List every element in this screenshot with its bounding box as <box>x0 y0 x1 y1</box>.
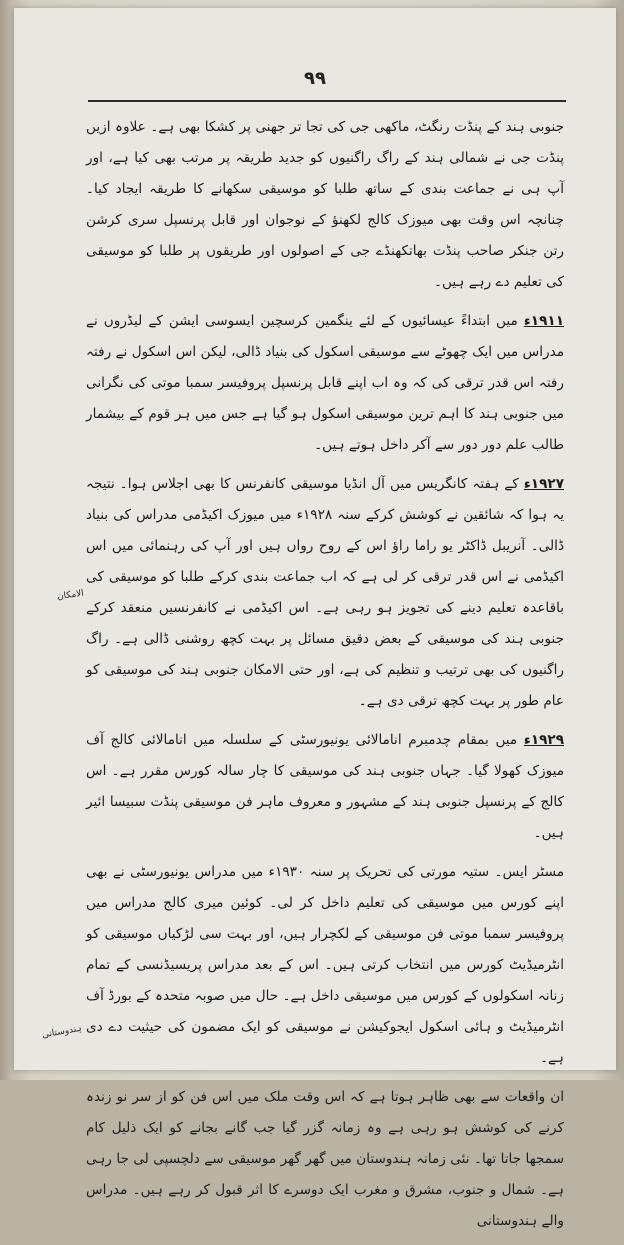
margin-note: ہندوستانی <box>41 1023 83 1041</box>
page-number: ۹۹ <box>304 68 326 89</box>
paragraph-text: ان واقعات سے بھی ظاہر ہوتا ہے کہ اس وقت ملک میں اس فن کو از سر نو زندہ کرنے کی کوشش ہو رہی ہے وہ زمانہ گزر گیا جب گانے بجانے کو ایک ذلیل کام سمجھا جاتا تھا۔ نئی زمانہ ہندوستان میں گھر گھر موسیقی سے دلچسپی لی جا رہی ہے۔ شمال و جنوب، مشرق و مغرب ایک دوسرے کا اثر قبول کر رہے ہیں۔ مدراس والے ہندوستانی <box>86 1089 564 1229</box>
paragraph-text: کے ہفتہ کانگریس میں آل انڈیا موسیقی کانفرنس کا بھی اجلاس ہوا۔ نتیجہ یہ ہوا کہ شائقین نے کوشش کرکے سنہ ۱۹۲۸ء میں میوزک اکیڈمی مدراس کی بنیاد ڈالی۔ آنریبل ڈاکٹر یو راما راؤ اس کے روح رواں ہیں اور آپ کی رہنمائی میں اس اکیڈمی نے اس قدر ترقی کر لی ہے کہ اب جماعت بندی کرکے طلبا کو موسیقی کی باقاعدہ تعلیم دینے کی تجویز ہو رہی ہے۔ اس اکیڈمی نے کانفرنسیں منعقد کرکے جنوبی ہند کی موسیقی کے بعض دقیق مسائل پر بہت کچھ روشنی ڈالی ہے۔ راگ راگنیوں کی بھی ترتیب و تنظیم کی ہے، اور حتی الامکان جنوبی ہند کی موسیقی کو عام طور پر بہت کچھ ترقی دی ہے۔ <box>86 476 564 709</box>
paragraph-4 <box>86 725 564 849</box>
text-body <box>86 112 564 1245</box>
paragraph-2 <box>86 306 564 461</box>
paragraph-text: مسٹر ایس۔ ستیہ مورتی کی تحریک پر سنہ ۱۹۳۰ء میں مدراس یونیورسٹی نے بھی اپنے کورس میں موسیقی کی تعلیم داخل کر لی۔ کوئین میری کالج مدراس میں پروفیسر سمبا موتی فن موسیقی کے لکچرار ہیں، اور بہت سی لڑکیاں موسیقی کو انٹرمیڈیٹ کورس میں انتخاب کرتی ہیں۔ اس کے بعد مدراس پریسیڈنسی کے تمام زنانہ اسکولوں کے کورس میں موسیقی داخل ہے۔ حال میں صوبہ متحدہ کے بورڈ آف انٹرمیڈیٹ و ہائی اسکول ایجوکیشن نے موسیقی کو ایک مضمون کی حیثیت دے دی ہے۔ <box>86 864 565 1066</box>
margin-note: الامکان <box>56 588 85 603</box>
paragraph-date: ۱۹۲۷ء <box>523 476 564 492</box>
paragraph-date: ۱۹۲۹ء <box>523 732 565 748</box>
paragraph-1 <box>86 112 564 298</box>
top-rule <box>88 100 566 102</box>
paragraph-5 <box>86 857 564 1074</box>
paragraph-date: ۱۹۱۱ء <box>523 313 564 329</box>
paragraph-text: میں بمقام چدمبرم انامالائی یونیورسٹی کے سلسلہ میں انامالائی کالج آف میوزک کھولا گیا۔ جہاں جنوبی ہند کی موسیقی کا چار سالہ کورس مقرر ہے۔ اس کالج کے پرنسپل جنوبی ہند کے مشہور و معروف ماہر فن موسیقی پنڈت سبیسا ائیر ہیں۔ <box>86 732 564 841</box>
paragraph-text: میں ابتداءً عیسائیوں کے لئے ینگمین کرسچین ایسوسی ایشن کے لیڈروں نے مدراس میں ایک چھوٹے سے موسیقی اسکول کی بنیاد ڈالی، لیکن اس اسکول نے رفتہ رفتہ اس قدر ترقی کی کہ وہ اب اپنے قابل پرنسپل پروفیسر سمبا موتی کی نگرانی میں جنوبی ہند کا اہم ترین موسیقی اسکول ہو گیا ہے جس میں ہر قوم کے بیشمار طالب علم دور دور سے آکر داخل ہوتے ہیں۔ <box>86 313 564 453</box>
document-page <box>14 8 616 1229</box>
paragraph-text: جنوبی ہند کے پنڈت رنگٹ، ماکھی جی کی تجا تر جھنی پر کشکا بھی ہے۔ علاوہ ازیں پنڈت جی نے شمالی ہند کے راگ راگنیوں کو جدید طریقہ پر مرتب بھی کیا ہے، اور آپ ہی نے جماعت بندی کے ساتھ طلبا کو موسیقی سکھانے کا طریقہ ایجاد کیا۔ چنانچہ اس وقت بھی میوزک کالج لکھنؤ کے نوجوان اور قابل پرنسپل سری کرشن رتن جنکر صاحب پنڈت بھاتکھنڈے جی کے اصولوں اور طریقوں پر طلبا کو موسیقی کی تعلیم دے رہے ہیں۔ <box>86 119 564 290</box>
paragraph-6 <box>86 1082 564 1237</box>
paragraph-3 <box>86 469 564 717</box>
